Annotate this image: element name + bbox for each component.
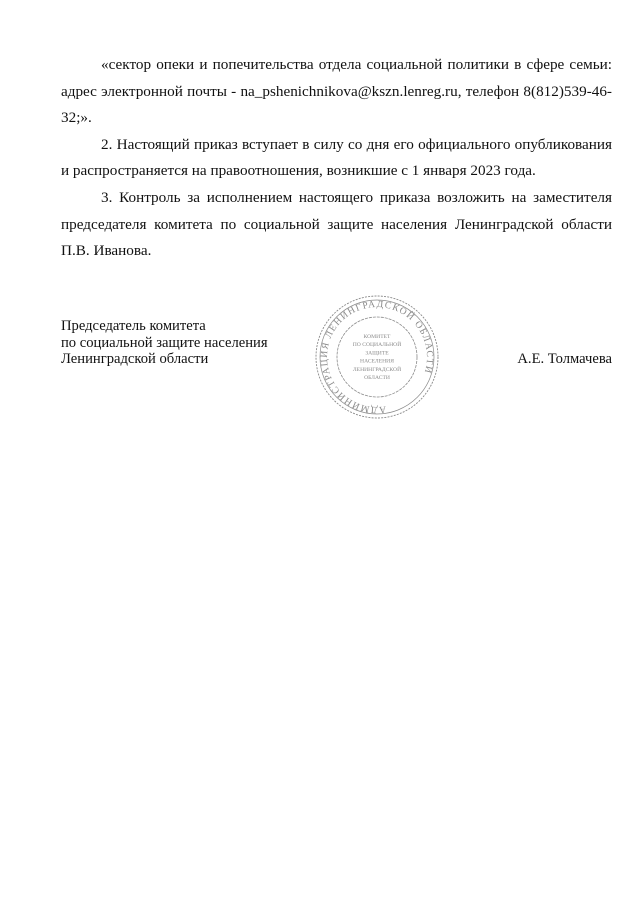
signatory-position-line-3: Ленинградской области <box>61 351 209 367</box>
seal-inner-line: НАСЕЛЕНИЯ <box>360 358 394 365</box>
signatory-position-line-1: Председатель комитета <box>61 318 206 334</box>
seal-inner-line: ЗАЩИТЕ <box>365 350 389 357</box>
paragraph-effective-date: 2. Настоящий приказ вступает в силу со дня его официального опубликования и распространяется на правоотношения, возникшие с 1 января 2023 года. <box>61 135 612 180</box>
seal-inner-ring <box>337 317 417 397</box>
seal-inner-text <box>353 334 402 381</box>
official-seal <box>314 294 440 420</box>
signatory-name: А.Е. Толмачева <box>517 351 612 367</box>
seal-outer-text: АДМИНИСТРАЦИЯ ЛЕНИНГРАДСКОЙ ОБЛАСТИ <box>318 298 436 416</box>
paragraph-control: 3. Контроль за исполнением настоящего приказа возложить на заместителя председателя комитета по социальной защите населения Ленинградской области П.В. Иванова. <box>61 188 612 260</box>
document-body <box>61 52 612 265</box>
paragraph-sector-contact: «сектор опеки и попечительства отдела социальной политики в сфере семьи: адрес электронной почты - na_pshenichnikova@kszn.lenreg.ru, телефон 8(812)539-46-32;». <box>61 56 612 127</box>
seal-inner-line: ПО СОЦИАЛЬНОЙ <box>352 342 402 349</box>
signatory-position <box>61 318 268 368</box>
seal-inner-line: ОБЛАСТИ <box>364 375 390 381</box>
signatory-position-line-2: по социальной защите населения <box>61 334 268 351</box>
seal-outer-ring <box>316 296 438 418</box>
seal-inner-line: КОМИТЕТ <box>363 334 391 340</box>
seal-inner-line: ЛЕНИНГРАДСКОЙ <box>352 366 402 373</box>
